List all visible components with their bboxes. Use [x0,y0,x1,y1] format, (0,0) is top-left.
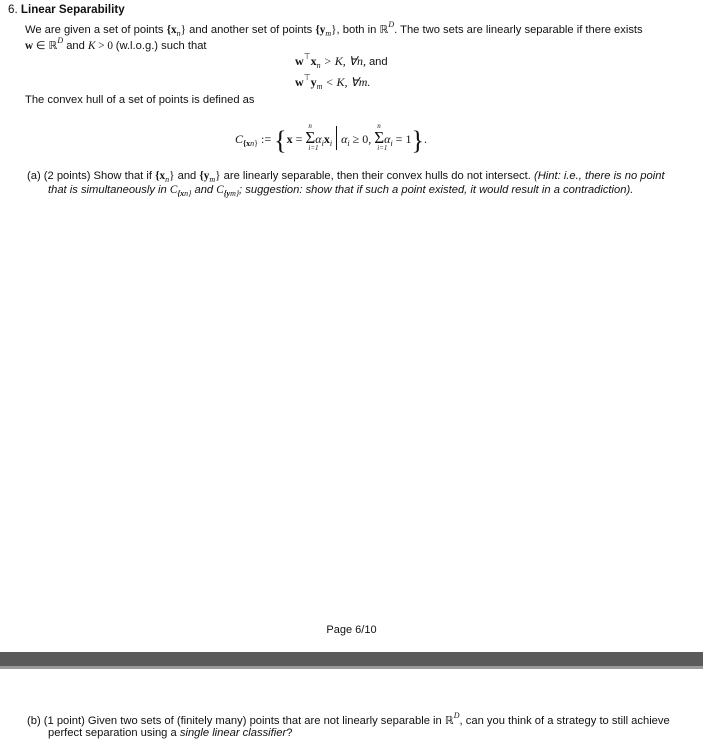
sum-2-symbol: Σ [374,128,385,147]
reals-symbol-2: ℝ [48,40,58,52]
part-b-line-1 [27,711,670,727]
separability-condition-1 [295,52,388,70]
hull-cx-sub-a: {x [177,189,185,198]
eq1-x-sub: n [316,61,321,70]
hull-cx-sub-close: } [188,189,192,198]
page-separator [0,652,703,666]
set-y-close: } [331,24,337,36]
hull-cx-sub [177,189,191,198]
part-b-line2-end: ? [286,727,293,739]
hull-c-sub-close: } [254,139,259,148]
sum-2-bot: i=1 [377,144,388,152]
set-x-close: } [180,24,186,36]
eq1-rest: > K, ∀n, [320,54,369,68]
part-a-set-x [155,170,174,182]
part-a-set-x-sub: n [165,175,170,184]
part-a-line2-end: ; suggestion: show that if such a point existed, it would result in a contradiction). [239,184,634,196]
part-b-line-2 [48,727,292,739]
sum-1-bot: i=1 [308,144,319,152]
gt-zero: > 0 [95,40,116,52]
hull-cx-c: C [169,184,178,196]
intro-text: We are given a set of points [25,24,167,36]
hull-period: . [423,132,427,146]
cond1-sub: i [347,139,350,148]
page-number: Page 6/10 [326,624,377,636]
cond2-rest: = 1 [392,132,412,146]
sum-1-symbol: Σ [305,128,316,147]
eq2-w: w [295,75,304,89]
part-a-set-y [199,170,220,182]
cond1-alpha: α [341,132,348,146]
part-a-set-y-open: {y [199,170,210,182]
x-term-sub: i [329,139,333,148]
part-b-text: , can you think of a strategy to still achieve [459,715,670,727]
part-a-set-y-sub: m [209,175,216,184]
eq1-and: and [368,56,388,68]
k-symbol: K [87,40,96,52]
part-b-real-space [444,711,460,727]
hull-cy-sub-a: {y [223,189,231,198]
hull-cy-sub [224,189,239,198]
hull-defeq: := [258,132,275,146]
hull-equals: = [292,132,306,146]
brace-open: { [274,126,287,155]
part-a-label: (a) (2 points) Show that if [27,170,156,182]
cond1-rest: ≥ 0, [349,132,375,146]
hull-cy [216,184,239,196]
problem-title: Linear Separability [20,3,125,16]
sum-2 [374,122,388,152]
wlog-text: (w.l.o.g.) such that [115,40,207,52]
eq1-transpose: ⊤ [303,52,311,61]
set-y-open: {y [315,24,326,36]
part-a-text: are linearly separable, then their convex hulls do not intersect. [220,170,534,182]
eq2-transpose: ⊤ [303,73,311,82]
hull-cx-sub-n: n [184,189,189,198]
eq1-x: x [310,54,317,68]
set-y [315,24,336,36]
dimension-2: D [57,36,64,45]
intro-text-2: and another set of points [185,24,316,36]
hull-cy-c: C [216,184,224,196]
part-a-and: and [174,170,200,182]
separability-condition-2 [295,73,370,91]
part-b-dimension: D [453,711,460,720]
part-b-emphasis: single linear classifier [179,727,287,739]
hull-cx [170,184,191,196]
part-a-set-x-close: } [169,170,175,182]
part-b-label: (b) (1 point) Given two sets of (finitely many) points that are not linearly separable in [27,715,445,727]
part-a-line2-start: that is simultaneously in [48,184,170,196]
w-symbol: w [25,40,34,52]
set-x [167,24,186,36]
hull-c: C [235,132,244,146]
part-a-line-2 [48,184,633,198]
hull-c-sub-a: {x [243,139,251,148]
set-x-sub: n [176,29,181,38]
in-symbol: ∈ [33,40,49,52]
alpha-term: α [315,132,322,146]
hull-cy-sub-close: } [235,189,240,198]
problem-number: 6. [8,3,18,16]
hull-c-sub [243,139,258,148]
part-a-line2-and: and [191,184,217,196]
part-a-set-y-close: } [215,170,221,182]
reals-symbol: ℝ [379,24,389,36]
cond2-alpha: α [384,132,391,146]
set-x-open: {x [166,24,177,36]
part-a-hint: (Hint: i.e., there is no point [533,170,665,182]
dimension: D [388,20,395,29]
hull-cy-sub-m: m [230,189,236,198]
sum-1 [305,122,319,152]
alpha-term-sub: i [321,139,324,148]
intro-text-3: , both in [336,24,380,36]
brace-close: } [411,126,424,155]
problem-heading [8,3,125,16]
hull-x: x [286,132,293,146]
hull-intro: The convex hull of a set of points is defined as [25,94,255,106]
part-b-line2-start: perfect separation using a [48,727,180,739]
x-term: x [323,132,330,146]
eq2-y: y [310,75,317,89]
intro-text-4: . The two sets are linearly separable if there exists [394,24,643,36]
sum-2-top: n [377,122,381,130]
set-y-sub: m [325,29,332,38]
real-space [379,20,395,36]
eq2-y-sub: m [316,82,323,91]
eq2-rest: < K, ∀m. [322,75,371,89]
and-text: and [63,40,88,52]
eq1-w: w [295,54,304,68]
such-that-bar [336,126,337,150]
convex-hull-definition [235,122,427,156]
part-b-reals: ℝ [444,715,454,727]
intro-line-2 [25,36,207,52]
part-a-line-1 [27,170,665,184]
part-a-set-x-open: {x [155,170,166,182]
real-space-2 [48,36,64,52]
cond2-sub: i [390,139,393,148]
sum-1-top: n [308,122,312,130]
hull-c-sub-n: n [250,139,255,148]
